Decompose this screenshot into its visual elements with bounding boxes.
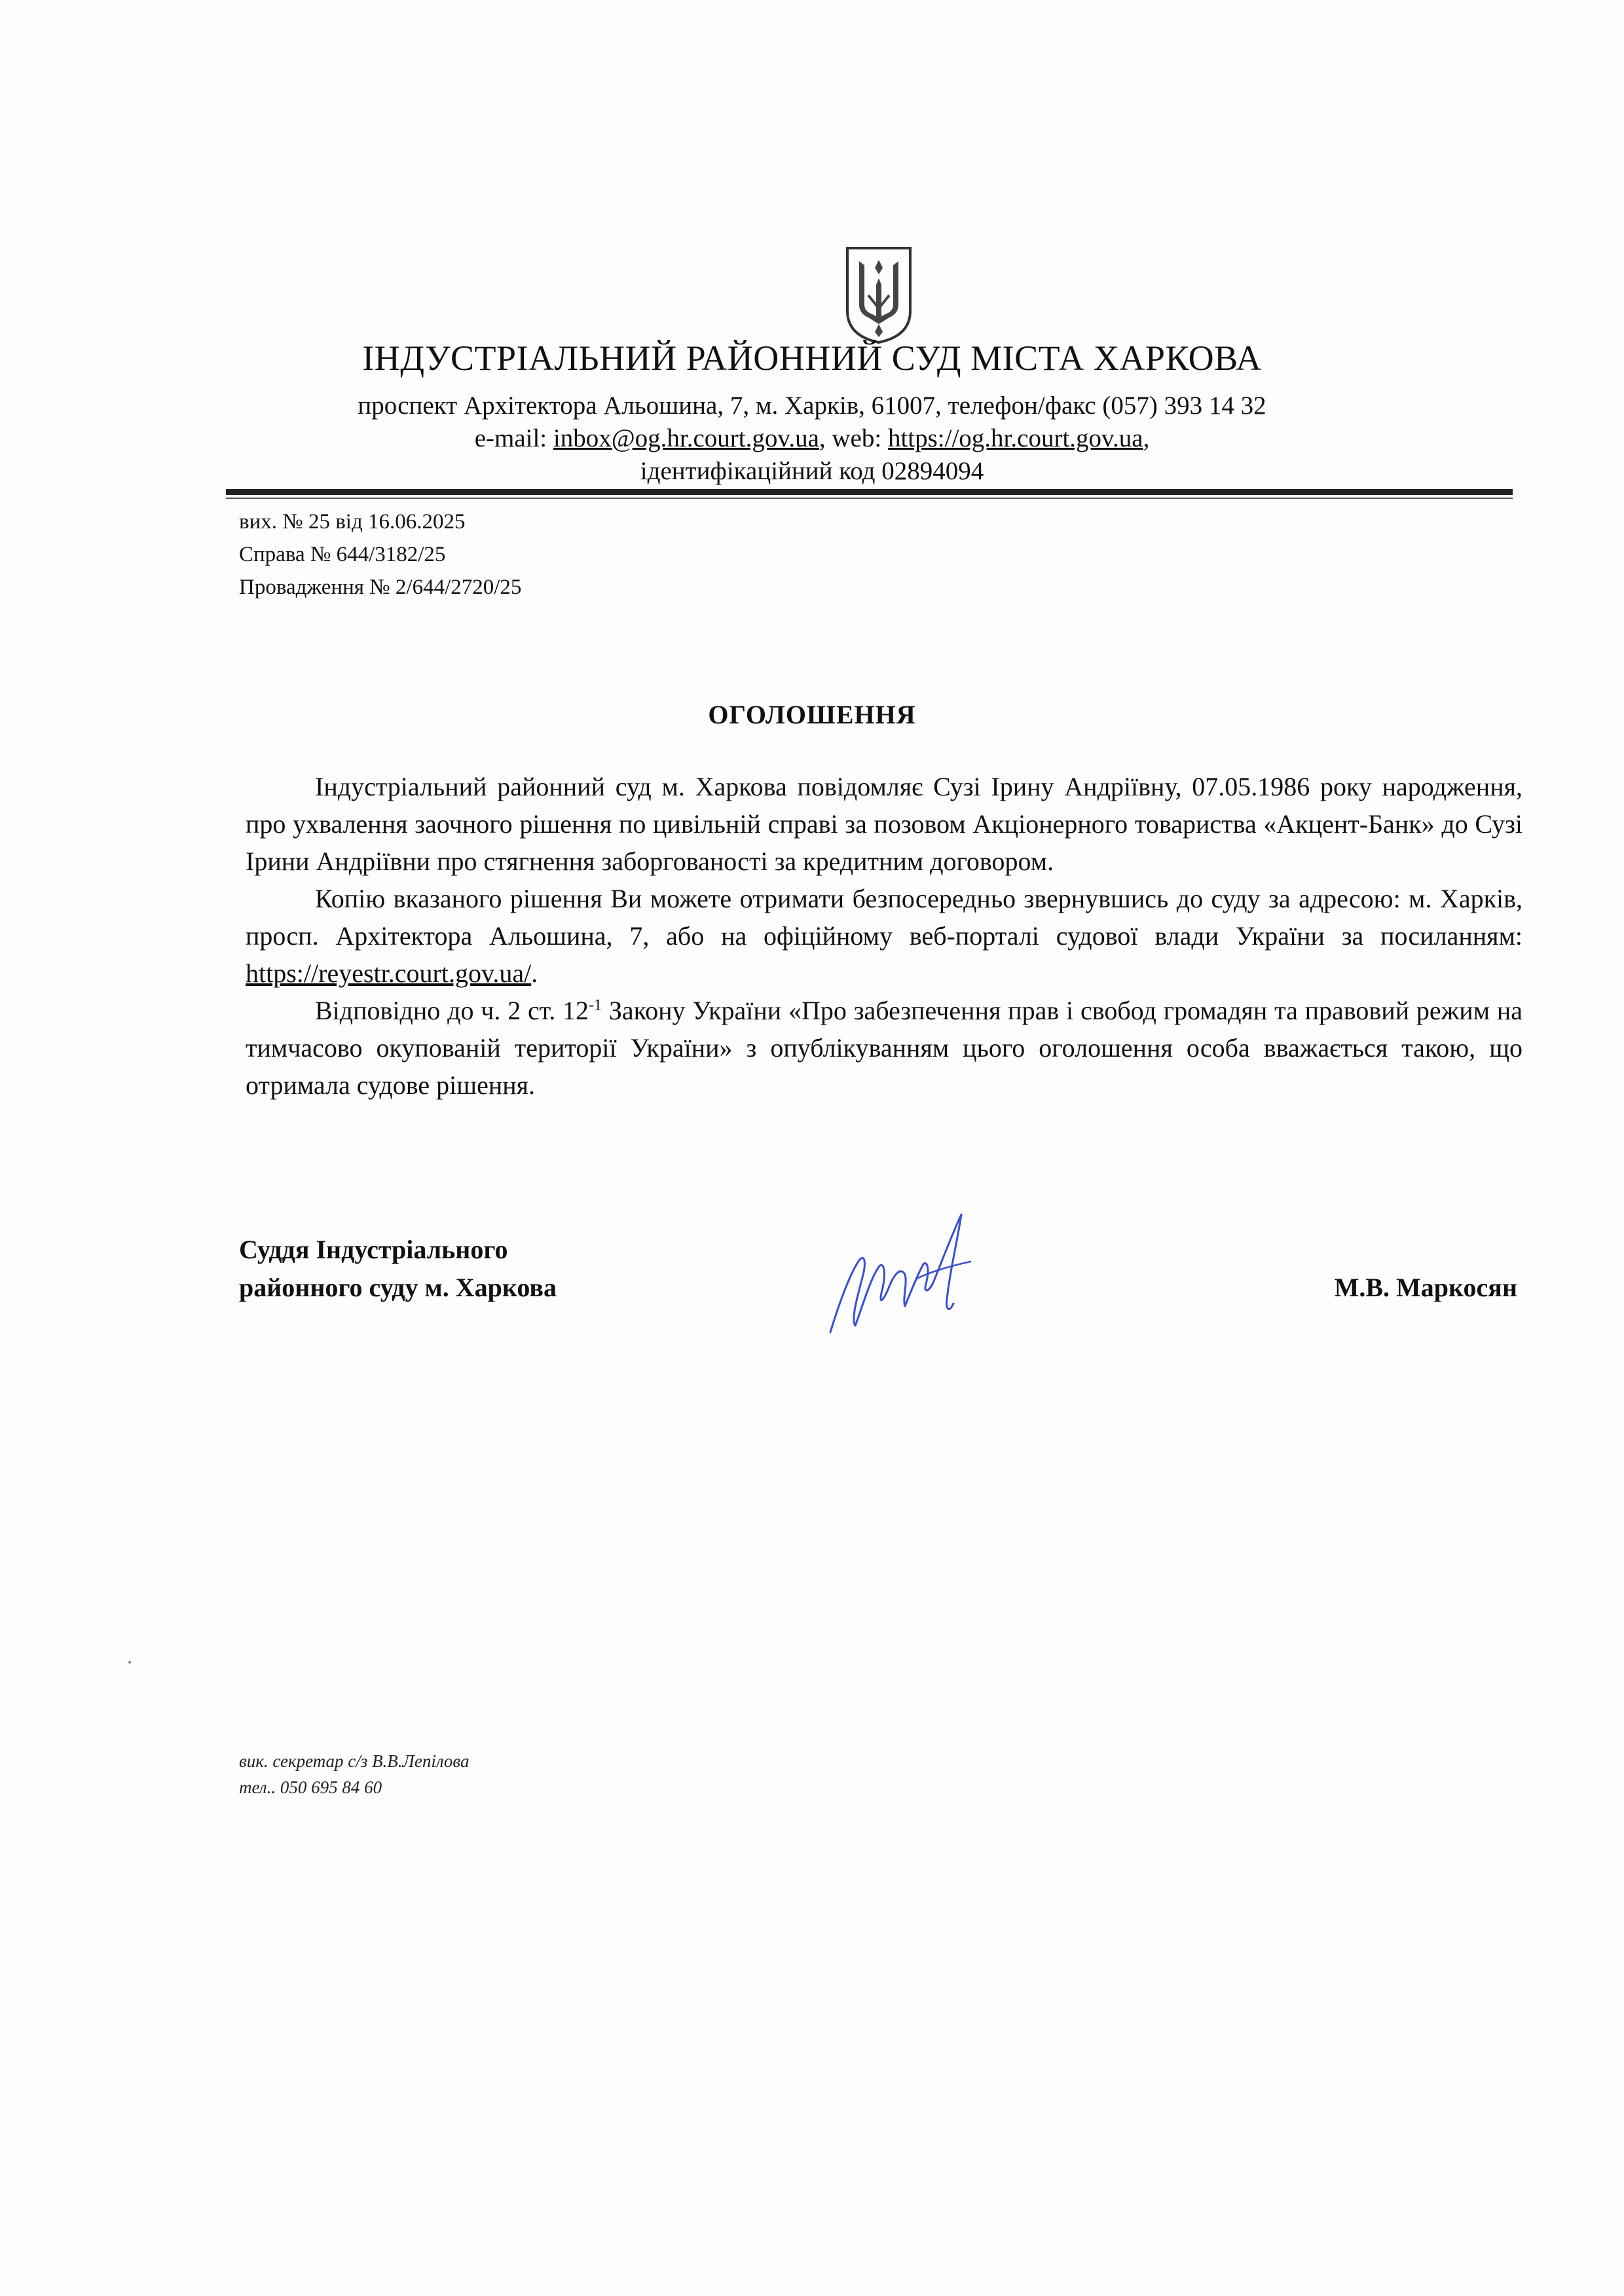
- handwritten-signature: [819, 1201, 995, 1342]
- scan-speck: [128, 1661, 131, 1664]
- article-superscript: -1: [589, 996, 602, 1014]
- paragraph-3: [246, 992, 1522, 1104]
- header-divider-thick: [226, 489, 1513, 495]
- court-contacts: [0, 426, 1624, 451]
- document-references: [239, 505, 521, 604]
- judge-name: М.В. Маркосян: [1334, 1273, 1517, 1302]
- web-prefix: , web:: [819, 424, 888, 452]
- executor-name: вик. секретар с/з В.В.Лепілова: [239, 1751, 470, 1771]
- document-title: ОГОЛОШЕННЯ: [708, 700, 916, 729]
- paragraph-3-rest: Закону України «Про забезпечення прав і свобод громадян та правовий режим на тимчасово окупованій території України» з опублікуванням цього оголошення особа вважається такою, що отримала судове рішення.: [246, 996, 1522, 1100]
- court-id-code: ідентифікаційний код 02894094: [640, 457, 984, 485]
- case-number: Справа № 644/3182/25: [239, 543, 446, 566]
- announcement-body: [246, 768, 1522, 1104]
- trident-coat-of-arms-icon: [845, 246, 913, 345]
- web-link[interactable]: https://og.hr.court.gov.ua: [887, 424, 1143, 452]
- registry-link[interactable]: https://reyestr.court.gov.ua/: [246, 958, 532, 988]
- judge-position-line-2: районного суду м. Харкова: [239, 1273, 557, 1302]
- court-address: проспект Архітектора Альошина, 7, м. Харків, 61007, телефон/факс (057) 393 14 32: [358, 392, 1266, 420]
- paragraph-1: Індустріальний районний суд м. Харкова повідомляє Сузі Ірину Андріївну, 07.05.1986 року народження, про ухвалення заочного рішення по цивільній справі за позовом Акціонерного товариства «Акцент-Банк» до Сузі Ірини Андріївни про стягнення заборгованості за кредитним договором.: [246, 772, 1522, 876]
- judge-position: [239, 1231, 557, 1307]
- proceeding-number: Провадження № 2/644/2720/25: [239, 575, 522, 599]
- paragraph-2: [246, 880, 1522, 992]
- court-name: ІНДУСТРІАЛЬНИЙ РАЙОННИЙ СУД МІСТА ХАРКОВА: [362, 338, 1262, 378]
- paragraph-2-end: .: [531, 958, 538, 988]
- paragraph-3-start: Відповідно до ч. 2 ст. 12: [315, 996, 589, 1025]
- web-suffix: ,: [1143, 424, 1150, 452]
- outgoing-number: вих. № 25 від 16.06.2025: [239, 510, 466, 534]
- executor-info: [239, 1748, 469, 1800]
- email-prefix: e-mail:: [474, 424, 553, 452]
- paragraph-2-text: Копію вказаного рішення Ви можете отримати безпосередньо звернувшись до суду за адресою: м. Харків, просп. Архітектора Альошина, 7, або на офіційному веб-порталі судової влади України за посиланням:: [246, 884, 1522, 951]
- judge-position-line-1: Суддя Індустріального: [239, 1235, 508, 1264]
- executor-phone: тел.. 050 695 84 60: [239, 1777, 382, 1797]
- header-divider-thin: [226, 498, 1513, 499]
- email-link[interactable]: inbox@og.hr.court.gov.ua: [553, 424, 819, 452]
